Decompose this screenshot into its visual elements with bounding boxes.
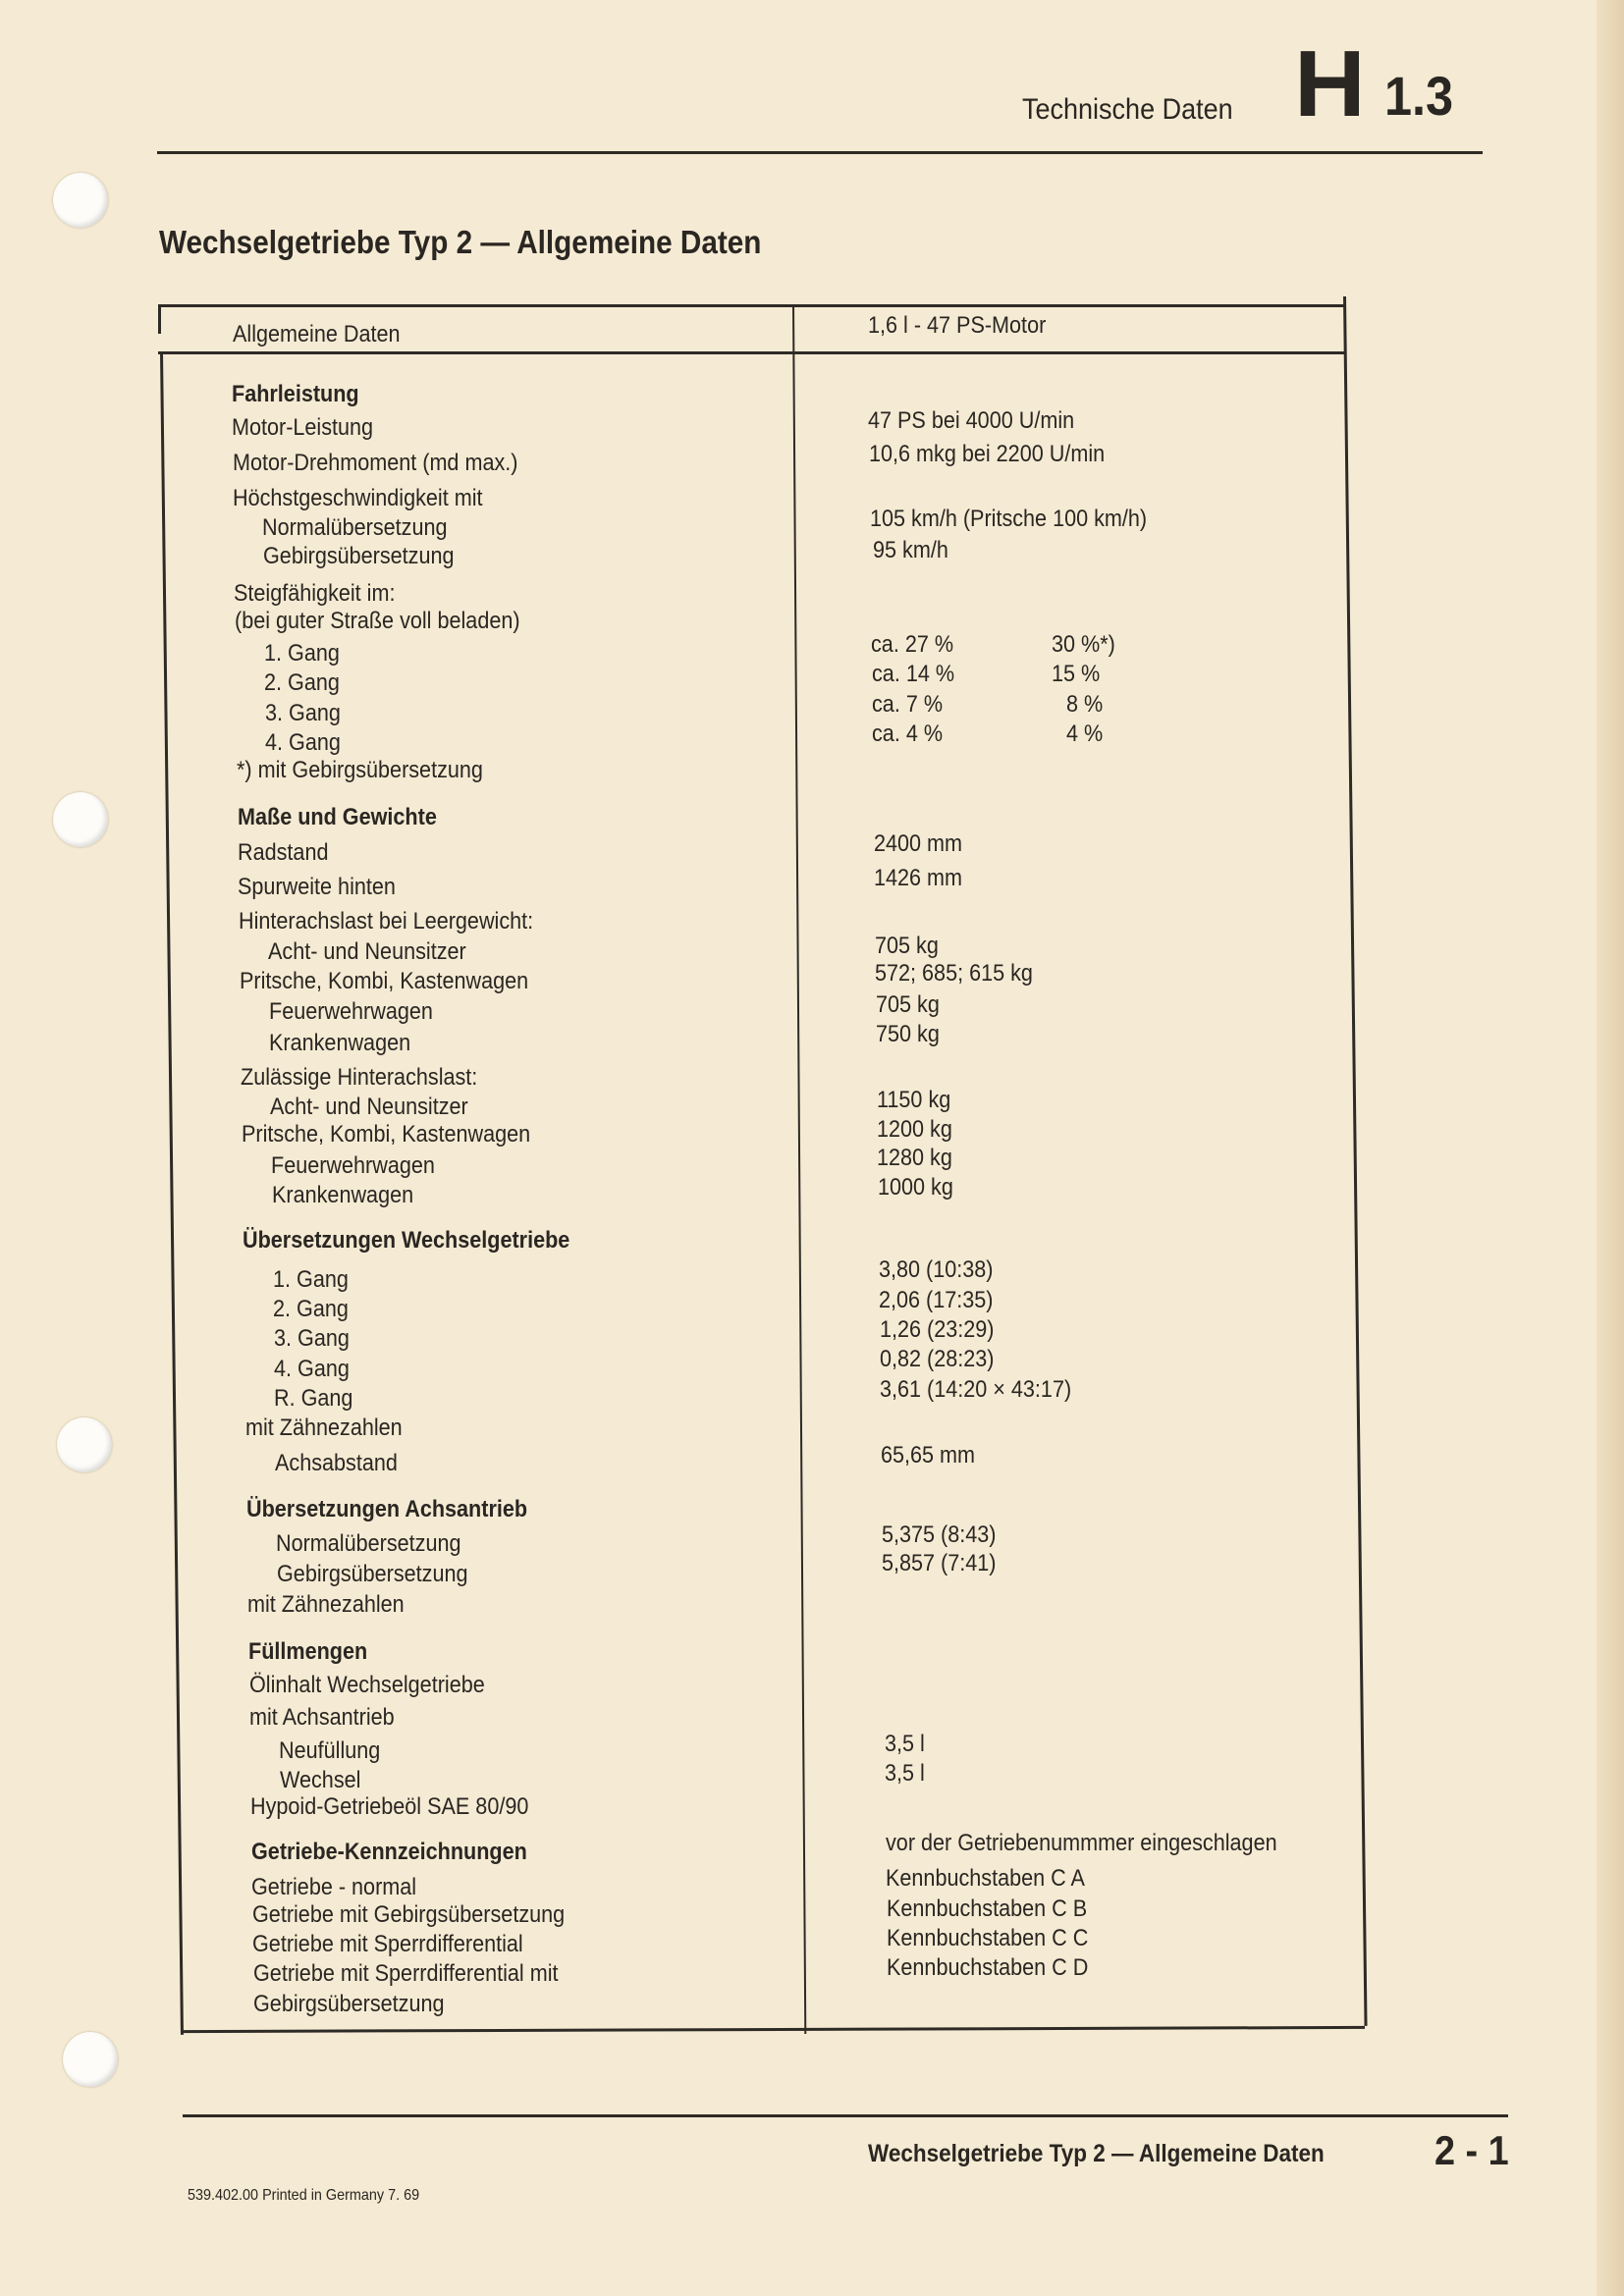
row-value: 2,06 (17:35) (879, 1287, 994, 1314)
section-heading: Maße und Gewichte (237, 803, 437, 830)
row-label: Normalübersetzung (262, 513, 448, 541)
row-label: mit Zähnezahlen (247, 1591, 406, 1619)
row-value: 3,61 (14:20 × 43:17) (880, 1376, 1072, 1403)
row-label: 3. Gang (273, 1324, 350, 1352)
row-label: 2. Gang (264, 668, 341, 696)
row-label: 4. Gang (273, 1356, 350, 1383)
footer-title: Wechselgetriebe Typ 2 — Allgemeine Daten (868, 2140, 1325, 2167)
row-value: 5,857 (7:41) (882, 1550, 997, 1577)
row-label: Spurweite hinten (238, 874, 397, 901)
section-heading: Füllmengen (248, 1637, 368, 1665)
section-heading: Fahrleistung (231, 380, 359, 407)
row-label: Acht- und Neunsitzer (270, 1094, 469, 1121)
row-value: 3,5 l (884, 1759, 925, 1787)
row-label: Getriebe mit Gebirgsübersetzung (251, 1901, 565, 1929)
row-value: 10,6 mkg bei 2200 U/min (868, 440, 1105, 467)
row-label: Wechsel (279, 1767, 361, 1794)
row-label: Acht- und Neunsitzer (268, 938, 466, 966)
row-label: Motor-Leistung (232, 414, 374, 442)
row-label: Getriebe mit Sperrdifferential mit (252, 1960, 559, 1988)
row-value-gebirgs: 8 % (1065, 690, 1104, 718)
section-heading: Übersetzungen Wechselgetriebe (243, 1226, 570, 1254)
page-edge (1597, 0, 1624, 2296)
table-header-rule (158, 351, 1345, 354)
row-value: 65,65 mm (881, 1442, 976, 1469)
row-value: 1280 kg (877, 1145, 953, 1172)
section-code-number: 1.3 (1384, 65, 1454, 127)
row-label: Getriebe - normal (251, 1874, 417, 1901)
row-label: Steigfähigkeit im: (234, 579, 396, 607)
punch-hole (63, 2032, 118, 2087)
row-label: 3. Gang (264, 699, 341, 726)
column-header-engine: 1,6 l - 47 PS-Motor (868, 312, 1047, 339)
row-label: Gebirgsübersetzung (276, 1560, 468, 1587)
row-label: Krankenwagen (269, 1029, 411, 1056)
row-value-gebirgs: 30 %*) (1051, 630, 1115, 658)
row-value: ca. 4 % (872, 720, 944, 747)
row-value: 1,26 (23:29) (879, 1315, 995, 1343)
row-label: Feuerwehrwagen (269, 998, 433, 1026)
table-border-left (158, 304, 161, 334)
row-value-gebirgs: 4 % (1065, 720, 1104, 747)
row-label: Getriebe mit Sperrdifferential (252, 1931, 523, 1958)
table-border-right (1343, 296, 1368, 2026)
row-label: mit Zähnezahlen (244, 1414, 403, 1441)
print-info: 539.402.00 Printed in Germany 7. 69 (188, 2187, 420, 2204)
punch-hole (53, 792, 108, 847)
row-value: Kennbuchstaben C A (886, 1865, 1086, 1893)
row-value-gebirgs: 15 % (1051, 660, 1101, 687)
row-label: Neufüllung (279, 1737, 381, 1765)
row-value: vor der Getriebenummmer eingeschlagen (885, 1830, 1277, 1857)
row-value: ca. 7 % (871, 690, 943, 718)
section-heading: Getriebe-Kennzeichnungen (250, 1839, 527, 1866)
row-value: Kennbuchstaben C B (886, 1896, 1087, 1923)
row-label: Hinterachslast bei Leergewicht: (238, 907, 534, 934)
punch-hole (57, 1417, 112, 1472)
row-label: 1. Gang (264, 639, 340, 667)
row-value: Kennbuchstaben C C (887, 1925, 1089, 1952)
row-value: 105 km/h (Pritsche 100 km/h) (869, 505, 1147, 532)
row-value: 3,5 l (884, 1730, 925, 1757)
row-value: 705 kg (875, 990, 940, 1018)
row-label: Feuerwehrwagen (271, 1151, 436, 1179)
row-value: 2400 mm (873, 829, 962, 857)
row-value: 0,82 (28:23) (879, 1345, 995, 1372)
table-border-left (160, 351, 184, 2035)
row-label: Ölinhalt Wechselgetriebe (248, 1672, 485, 1699)
row-value: 5,375 (8:43) (882, 1521, 997, 1548)
section-code-letter: H (1294, 31, 1366, 136)
section-label: Technische Daten (1022, 93, 1233, 126)
row-label: Zulässige Hinterachslast: (241, 1064, 478, 1092)
row-label: 4. Gang (265, 728, 342, 756)
row-label: Pritsche, Kombi, Kastenwagen (239, 967, 528, 994)
section-heading: Übersetzungen Achsantrieb (246, 1496, 528, 1523)
row-label: Krankenwagen (271, 1181, 413, 1208)
row-label: Hypoid-Getriebeöl SAE 80/90 (250, 1793, 529, 1821)
row-label: R. Gang (274, 1384, 353, 1412)
table-border-top (158, 304, 1345, 307)
row-value: ca. 27 % (871, 630, 954, 658)
row-label: (bei guter Straße voll beladen) (234, 607, 520, 634)
row-label: Radstand (238, 838, 329, 866)
row-label: mit Achsantrieb (248, 1704, 395, 1732)
table-border-bottom (181, 2026, 1365, 2033)
row-value: 750 kg (875, 1020, 940, 1047)
row-value: 705 kg (874, 933, 939, 960)
row-value: 3,80 (10:38) (878, 1255, 994, 1283)
row-label: Höchstgeschwindigkeit mit (233, 484, 483, 511)
row-value: 1000 kg (877, 1174, 953, 1201)
column-header-general: Allgemeine Daten (233, 321, 401, 347)
page-title: Wechselgetriebe Typ 2 — Allgemeine Daten (159, 224, 762, 260)
row-label: Motor-Drehmoment (md max.) (232, 449, 518, 476)
footer-rule (183, 2114, 1508, 2117)
row-label: *) mit Gebirgsübersetzung (236, 757, 483, 784)
row-value: 47 PS bei 4000 U/min (868, 406, 1075, 434)
page-number: 2 - 1 (1435, 2127, 1509, 2173)
row-label: Gebirgsübersetzung (262, 543, 455, 570)
row-label: Normalübersetzung (276, 1529, 461, 1557)
row-value: 95 km/h (873, 537, 948, 564)
header-rule (157, 151, 1483, 154)
row-label: Achsabstand (275, 1449, 399, 1476)
row-value: ca. 14 % (871, 660, 954, 687)
row-label: 1. Gang (272, 1266, 349, 1294)
row-value: Kennbuchstaben C D (887, 1954, 1089, 1982)
row-value: 572; 685; 615 kg (875, 960, 1034, 988)
row-value: 1426 mm (874, 865, 963, 892)
row-label: Gebirgsübersetzung (252, 1991, 445, 2018)
row-label: Pritsche, Kombi, Kastenwagen (241, 1121, 531, 1148)
table-column-divider (792, 304, 806, 2034)
row-label: 2. Gang (273, 1295, 350, 1322)
row-value: 1200 kg (877, 1115, 952, 1143)
punch-hole (53, 173, 108, 228)
row-value: 1150 kg (876, 1086, 951, 1113)
